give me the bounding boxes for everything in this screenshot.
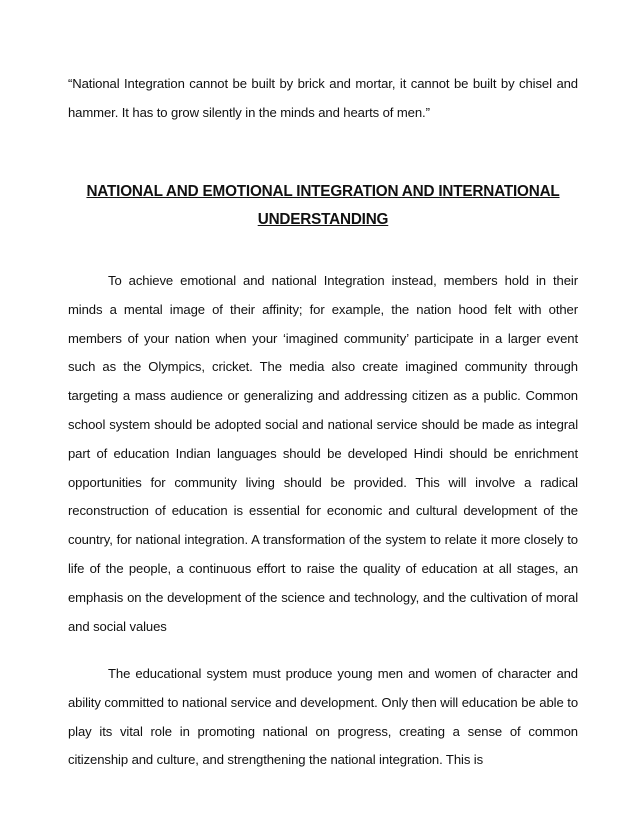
- quote-text: “National Integration cannot be built by brick and mortar, it cannot be built by chisel and hammer. It has to grow silently in the minds and hearts of men.”: [68, 76, 578, 120]
- section-heading: NATIONAL AND EMOTIONAL INTEGRATION AND INTERNATIONAL UNDERSTANDING: [86, 183, 560, 228]
- paragraph-text: The educational system must produce young men and women of character and ability committed to national service and development. Only then will education be able to play its vital role in promoting national on progress, creating a sense of common citizenship and culture, and strengthening the national integration. This is: [68, 666, 578, 768]
- body-paragraph-1: [68, 267, 578, 641]
- opening-quote: [68, 69, 578, 127]
- paragraph-text: To achieve emotional and national Integration instead, members hold in their minds a mental image of their affinity; for example, the nation hood felt with other members of your nation when your ‘imagined community’ participate in a larger event such as the Olympics, cricket. The media also create imagined community through targeting a mass audience or generalizing and addressing citizen as a public. Common school system should be adopted social and national service should be made as integral part of education Indian languages should be developed Hindi should be enrichment opportunities for community living should be provided. This will involve a radical reconstruction of education is essential for economic and cultural development of the country, for national integration. A transformation of the system to relate it more closely to life of the people, a continuous effort to raise the quality of education at all stages, an emphasis on the development of the science and technology, and the cultivation of moral and social values: [68, 273, 578, 634]
- body-paragraph-2: [68, 660, 578, 775]
